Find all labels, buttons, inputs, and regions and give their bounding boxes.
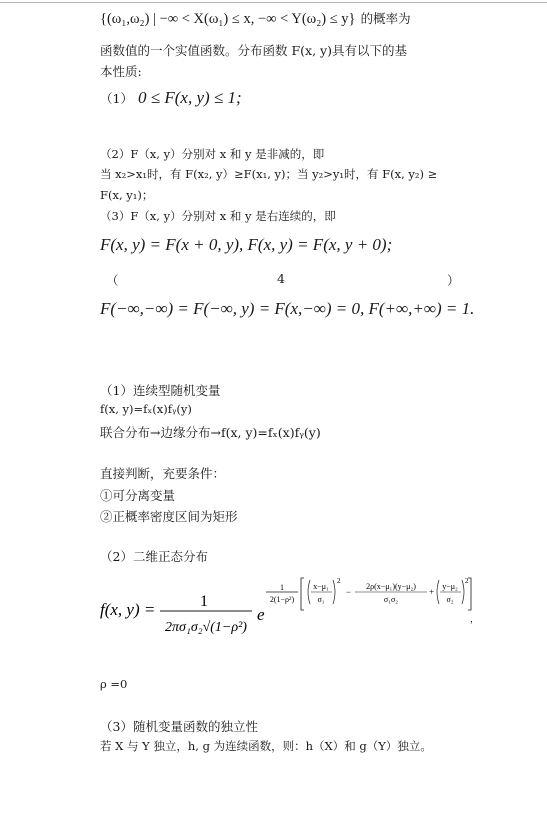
- paren-1-close: [333, 580, 335, 604]
- formula-tail: ，: [470, 614, 480, 624]
- term-3-numerator: y−μ₂: [442, 582, 458, 591]
- term-2-numerator: 2ρ(x−μ₁)(y−μ₂): [366, 582, 416, 591]
- exp-coef-numerator: 1: [280, 583, 284, 592]
- plus-sign: +: [429, 587, 435, 597]
- event-set-formula: {(ω₁,ω₂) | −∞ < X(ω₁) ≤ x, −∞ < Y(ω₂) ≤ y}: [100, 11, 356, 27]
- rho-zero: ρ =0: [100, 677, 128, 691]
- term-1-denominator: σ₁: [317, 595, 325, 604]
- term-3-denominator: σ₂: [446, 595, 454, 604]
- term-3-square: 2: [465, 577, 469, 585]
- property-1-formula: 0 ≤ F(x, y) ≤ 1;: [138, 88, 242, 107]
- property-1: [100, 88, 242, 108]
- minus-sign-1: −: [346, 587, 352, 597]
- property-4-open-paren: （: [106, 273, 119, 288]
- property-4-number: 4: [277, 271, 285, 286]
- judge-line: 直接判断，充要条件：: [100, 466, 226, 481]
- term-1-numerator: x−μ₁: [313, 582, 329, 591]
- exp-base: e: [257, 605, 265, 624]
- intro-line-3: 本性质:: [100, 64, 142, 79]
- intro-suffix: 的概率为: [360, 11, 411, 26]
- property-3-formula: F(x, y) = F(x + 0, y), F(x, y) = F(x, y + 0);: [100, 235, 393, 254]
- independence-line-1: 若 X 与 Y 独立，h, g 为连续函数，则：h（X）和 g（Y）独立。: [100, 739, 432, 753]
- property-2-line-2: 当 x₂>x₁时，有 F(x₂, y）≥F(x₁, y)；当 y₂>y₁时，有 F(x, y₂) ≥: [100, 167, 438, 181]
- continuous-line-1: f(x, y)=fₓ(x)fᵧ(y): [100, 402, 192, 416]
- term-2-denominator: σ₁σ₂: [383, 595, 399, 604]
- independence-heading: （3）随机变量函数的独立性: [100, 719, 258, 734]
- property-4-formula: F(−∞,−∞) = F(−∞, y) = F(x,−∞) = 0, F(+∞,+∞) = 1.: [100, 299, 475, 318]
- paren-3-close: [462, 580, 464, 604]
- paren-1-open: [308, 580, 310, 604]
- normal-heading: （2）二维正态分布: [100, 549, 208, 564]
- pdf-numerator: 1: [200, 593, 208, 610]
- exp-coef-denominator: 2(1−ρ²): [269, 595, 295, 604]
- pdf-lhs: f(x, y) =: [100, 600, 156, 619]
- paren-3-open: [437, 580, 439, 604]
- term-1-square: 2: [337, 577, 341, 585]
- property-2-line-1: （2）F（x, y）分别对 x 和 y 是非减的，即: [100, 147, 325, 161]
- condition-1: ①可分离变量: [100, 488, 176, 503]
- property-3-line-1: （3）F（x, y）分别对 x 和 y 是右连续的，即: [100, 209, 336, 223]
- intro-line-1: [100, 8, 411, 28]
- continuous-line-2: 联合分布→边缘分布→f(x, y)=fₓ(x)fᵧ(y): [100, 425, 321, 440]
- pdf-denominator: 2πσ₁σ₂√(1−ρ²): [165, 620, 247, 635]
- property-2-line-3: F(x, y₁)；: [100, 188, 154, 202]
- condition-2: ②正概率密度区间为矩形: [100, 509, 238, 524]
- left-bracket: [301, 578, 304, 610]
- top-divider: [0, 2, 547, 3]
- bivariate-normal-formula: [96, 566, 480, 648]
- continuous-heading: （1）连续型随机变量: [100, 383, 221, 398]
- property-1-label: （1）: [100, 91, 133, 106]
- property-4-close-paren: ）: [447, 273, 460, 288]
- intro-line-2: 函数值的一个实值函数。分布函数 F(x, y)具有以下的基: [100, 43, 407, 58]
